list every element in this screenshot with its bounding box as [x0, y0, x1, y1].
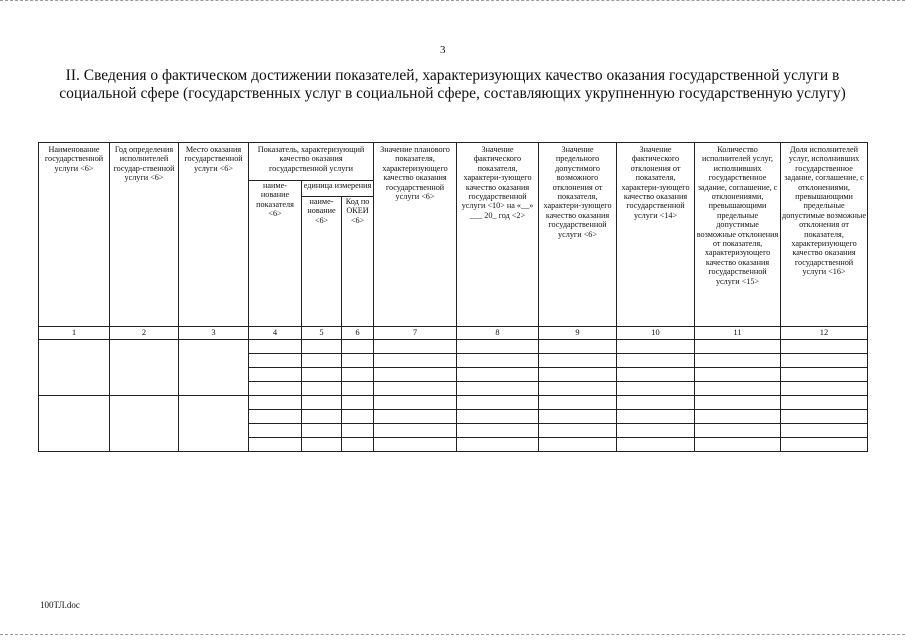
column-number: 2 — [110, 327, 179, 340]
header-count-exceeding: Количество исполнителей услуг, исполнивших государственное задание, соглашение, с отклонениями, превышающими предельные допустимые возможные отклонения от показателя, характеризующего качество оказания государственной услуги <15> — [695, 143, 781, 327]
table-cell — [302, 340, 342, 354]
table-cell — [342, 368, 374, 382]
table-cell — [539, 368, 617, 382]
page-number: 3 — [440, 44, 446, 56]
table-cell — [302, 382, 342, 396]
table-cell — [695, 424, 781, 438]
table-cell — [39, 396, 110, 452]
table-cell — [249, 354, 302, 368]
header-year: Год определения исполнителей государ-ственной услуги <6> — [110, 143, 179, 327]
table-cell — [249, 368, 302, 382]
table-cell — [110, 340, 179, 396]
header-max-deviation: Значение предельного допустимого возможного отклонения от показателя, характери-зующего качество оказания государственной услуги <6> — [539, 143, 617, 327]
table-cell — [695, 382, 781, 396]
table-cell — [457, 396, 539, 410]
scan-top-edge — [0, 0, 905, 3]
header-place: Место оказания государственной услуги <6> — [179, 143, 249, 327]
header-planned-value: Значение планового показателя, характеризующего качество оказания государственной услуги <6> — [374, 143, 457, 327]
table-cell — [695, 410, 781, 424]
table-cell — [781, 410, 868, 424]
table-cell — [457, 410, 539, 424]
table-cell — [695, 340, 781, 354]
table-cell — [374, 424, 457, 438]
table-cell — [342, 340, 374, 354]
table-cell — [179, 340, 249, 396]
table-cell — [695, 368, 781, 382]
table-cell — [342, 410, 374, 424]
table-cell — [781, 438, 868, 452]
table-cell — [617, 424, 695, 438]
header-service-name: Наименование государственной услуги <6> — [39, 143, 110, 327]
table-cell — [695, 354, 781, 368]
indicators-table — [38, 142, 868, 452]
header-share-exceeding: Доля исполнителей услуг, исполнивших государственное задание, соглашение, с отклонениями, превышающими предельные допустимые возможные отклонения от показателя, характеризующего качество оказания государственной услуги <16> — [781, 143, 868, 327]
table-cell — [374, 340, 457, 354]
table-cell — [457, 438, 539, 452]
table-cell — [374, 396, 457, 410]
table-cell — [342, 354, 374, 368]
table-cell — [249, 396, 302, 410]
column-number: 5 — [302, 327, 342, 340]
header-actual-value: Значение фактического показателя, характери-зующего качество оказания государственной услуги <10> на «__» ___ 20_ год <2> — [457, 143, 539, 327]
table-cell — [179, 396, 249, 452]
table-cell — [457, 368, 539, 382]
column-number: 9 — [539, 327, 617, 340]
table-cell — [374, 368, 457, 382]
table-cell — [249, 424, 302, 438]
column-number: 8 — [457, 327, 539, 340]
column-number: 7 — [374, 327, 457, 340]
table-cell — [249, 410, 302, 424]
table-cell — [617, 368, 695, 382]
column-number: 1 — [39, 327, 110, 340]
table-cell — [342, 382, 374, 396]
table-cell — [617, 438, 695, 452]
document-filename: 100ТЛ.doc — [40, 600, 80, 610]
table-cell — [374, 382, 457, 396]
table-cell — [695, 438, 781, 452]
table-cell — [539, 354, 617, 368]
table-cell — [617, 410, 695, 424]
table-cell — [457, 354, 539, 368]
table-cell — [457, 382, 539, 396]
table-cell — [457, 340, 539, 354]
table-cell — [457, 424, 539, 438]
scan-bottom-edge — [0, 634, 905, 637]
table-cell — [539, 438, 617, 452]
table-cell — [617, 382, 695, 396]
header-indicator: Показатель, характеризующий качество оказания государственной услуги — [249, 143, 374, 181]
table-cell — [249, 382, 302, 396]
section-title: II. Сведения о фактическом достижении показателей, характеризующих качество оказания государственной услуги в социальной сфере (государственных услуг в социальной сфере, составляющих укрупненную государственную услугу) — [59, 67, 846, 102]
table-cell — [539, 382, 617, 396]
header-indicator-name: наиме-нование показателя <6> — [249, 181, 302, 327]
table-cell — [302, 424, 342, 438]
table-cell — [695, 396, 781, 410]
column-number: 10 — [617, 327, 695, 340]
table-row — [39, 396, 868, 410]
table-cell — [302, 410, 342, 424]
table-cell — [302, 396, 342, 410]
table-cell — [781, 424, 868, 438]
header-actual-deviation: Значение фактического отклонения от показателя, характери-зующего качество оказания государственной услуги <14> — [617, 143, 695, 327]
table-cell — [39, 340, 110, 396]
table-cell — [781, 340, 868, 354]
table-cell — [249, 438, 302, 452]
table-cell — [302, 368, 342, 382]
column-number: 6 — [342, 327, 374, 340]
table-cell — [302, 354, 342, 368]
table-cell — [374, 354, 457, 368]
table-cell — [110, 396, 179, 452]
column-number: 3 — [179, 327, 249, 340]
table-row — [39, 340, 868, 354]
table-cell — [617, 340, 695, 354]
table-cell — [781, 354, 868, 368]
table-cell — [249, 340, 302, 354]
table-cell — [374, 410, 457, 424]
table-cell — [342, 424, 374, 438]
table-cell — [617, 354, 695, 368]
column-number: 4 — [249, 327, 302, 340]
table-cell — [302, 438, 342, 452]
header-unit-name: наиме-нование <6> — [302, 197, 342, 327]
header-unit: единица измерения — [302, 181, 374, 197]
table-cell — [342, 396, 374, 410]
table-cell — [342, 438, 374, 452]
table-cell — [617, 396, 695, 410]
column-number: 12 — [781, 327, 868, 340]
column-number: 11 — [695, 327, 781, 340]
table-cell — [539, 424, 617, 438]
table-cell — [781, 396, 868, 410]
header-okei-code: Код по ОКЕИ <6> — [342, 197, 374, 327]
table-cell — [539, 340, 617, 354]
table-cell — [539, 396, 617, 410]
table-cell — [539, 410, 617, 424]
table-cell — [374, 438, 457, 452]
table-cell — [781, 368, 868, 382]
table-cell — [781, 382, 868, 396]
